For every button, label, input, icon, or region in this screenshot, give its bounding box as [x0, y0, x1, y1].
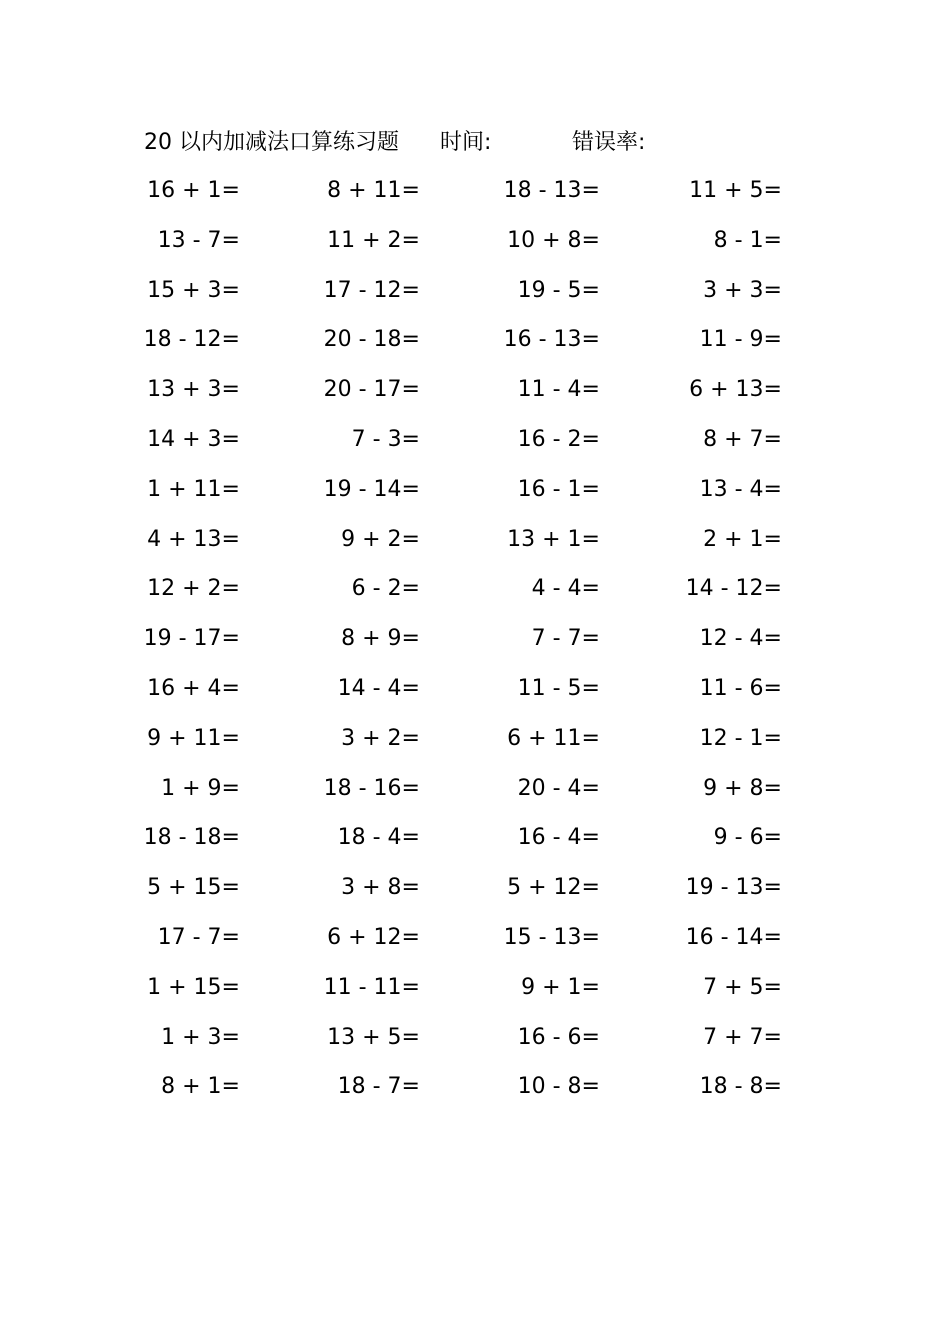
problem-item: 4 + 13=	[147, 526, 240, 552]
problem-item: 1 + 11=	[147, 476, 240, 502]
problem-item: 8 + 11=	[327, 178, 420, 203]
problem-row	[0, 672, 950, 722]
problem-item: 3 + 3=	[703, 277, 782, 303]
problem-row	[0, 921, 950, 971]
problem-item: 11 - 4=	[517, 377, 600, 403]
problem-item: 19 - 5=	[517, 277, 600, 303]
problem-item: 14 - 12=	[685, 576, 782, 602]
problem-row	[0, 473, 950, 523]
problem-item: 11 + 2=	[327, 227, 420, 253]
problem-item: 16 - 14=	[685, 924, 782, 950]
problem-item: 12 - 1=	[699, 725, 782, 751]
problem-item: 7 + 5=	[703, 974, 782, 1000]
problem-item: 13 + 1=	[507, 526, 600, 552]
problem-item: 14 - 4=	[337, 675, 420, 701]
problem-item: 19 - 14=	[323, 476, 420, 502]
problem-item: 8 + 7=	[703, 426, 782, 452]
problem-item: 18 - 13=	[503, 178, 600, 203]
problem-item: 13 - 7=	[157, 227, 240, 253]
problem-item: 20 - 18=	[323, 327, 420, 353]
problem-item: 4 - 4=	[531, 576, 600, 602]
problem-item: 11 - 9=	[699, 327, 782, 353]
problem-item: 9 + 11=	[147, 725, 240, 751]
problem-item: 5 + 12=	[507, 875, 600, 901]
problem-item: 16 - 13=	[503, 327, 600, 353]
problem-grid	[0, 174, 950, 1120]
problem-item: 10 - 8=	[517, 1074, 600, 1100]
problem-item: 16 - 1=	[517, 476, 600, 502]
problem-item: 18 - 7=	[337, 1074, 420, 1100]
problem-item: 15 + 3=	[147, 277, 240, 303]
problem-row	[0, 274, 950, 324]
problem-item: 3 + 8=	[341, 875, 420, 901]
problem-item: 19 - 17=	[143, 626, 240, 652]
problem-item: 11 - 6=	[699, 675, 782, 701]
problem-item: 7 - 3=	[351, 426, 420, 452]
problem-item: 20 - 4=	[517, 775, 600, 801]
worksheet-title: 20 以内加减法口算练习题	[144, 130, 399, 155]
problem-item: 1 + 15=	[147, 974, 240, 1000]
problem-item: 11 - 11=	[323, 974, 420, 1000]
problem-item: 9 + 1=	[521, 974, 600, 1000]
problem-row	[0, 1021, 950, 1071]
problem-item: 19 - 13=	[685, 875, 782, 901]
problem-item: 13 - 4=	[699, 476, 782, 502]
problem-item: 11 + 5=	[689, 178, 782, 203]
problem-item: 20 - 17=	[323, 377, 420, 403]
problem-item: 18 - 8=	[699, 1074, 782, 1100]
problem-item: 16 + 1=	[147, 178, 240, 203]
error-rate-label: 错误率:	[572, 130, 646, 155]
problem-item: 7 + 7=	[703, 1024, 782, 1050]
problem-item: 1 + 9=	[161, 775, 240, 801]
problem-item: 13 + 3=	[147, 377, 240, 403]
problem-item: 12 - 4=	[699, 626, 782, 652]
problem-item: 18 - 16=	[323, 775, 420, 801]
problem-item: 13 + 5=	[327, 1024, 420, 1050]
problem-row	[0, 373, 950, 423]
problem-item: 8 + 9=	[341, 626, 420, 652]
problem-row	[0, 971, 950, 1021]
problem-item: 10 + 8=	[507, 227, 600, 253]
problem-item: 17 - 7=	[157, 924, 240, 950]
problem-row	[0, 821, 950, 871]
problem-row	[0, 1070, 950, 1120]
problem-item: 17 - 12=	[323, 277, 420, 303]
problem-row	[0, 622, 950, 672]
problem-item: 1 + 3=	[161, 1024, 240, 1050]
problem-item: 6 + 13=	[689, 377, 782, 403]
problem-item: 16 + 4=	[147, 675, 240, 701]
problem-item: 9 + 2=	[341, 526, 420, 552]
problem-item: 11 - 5=	[517, 675, 600, 701]
problem-item: 5 + 15=	[147, 875, 240, 901]
problem-row	[0, 722, 950, 772]
problem-row	[0, 224, 950, 274]
problem-row	[0, 323, 950, 373]
problem-item: 8 + 1=	[161, 1074, 240, 1100]
problem-item: 15 - 13=	[503, 924, 600, 950]
problem-item: 2 + 1=	[703, 526, 782, 552]
problem-row	[0, 871, 950, 921]
problem-row	[0, 174, 950, 224]
problem-row	[0, 423, 950, 473]
time-label: 时间:	[440, 130, 492, 155]
problem-item: 18 - 12=	[143, 327, 240, 353]
problem-row	[0, 572, 950, 622]
problem-item: 16 - 4=	[517, 825, 600, 851]
problem-item: 3 + 2=	[341, 725, 420, 751]
problem-item: 6 + 11=	[507, 725, 600, 751]
problem-item: 16 - 6=	[517, 1024, 600, 1050]
problem-item: 18 - 18=	[143, 825, 240, 851]
problem-item: 8 - 1=	[713, 227, 782, 253]
problem-row	[0, 772, 950, 822]
problem-item: 6 + 12=	[327, 924, 420, 950]
problem-item: 9 - 6=	[713, 825, 782, 851]
problem-item: 12 + 2=	[147, 576, 240, 602]
problem-item: 18 - 4=	[337, 825, 420, 851]
problem-item: 7 - 7=	[531, 626, 600, 652]
problem-item: 9 + 8=	[703, 775, 782, 801]
problem-item: 16 - 2=	[517, 426, 600, 452]
problem-row	[0, 523, 950, 573]
problem-item: 6 - 2=	[351, 576, 420, 602]
problem-item: 14 + 3=	[147, 426, 240, 452]
